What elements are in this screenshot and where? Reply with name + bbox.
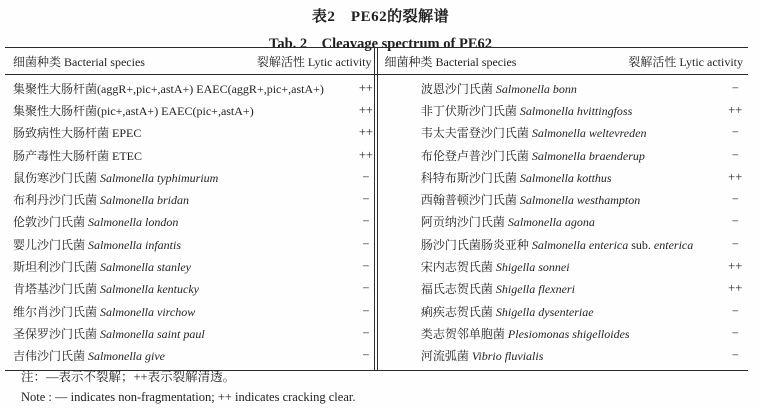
lytic-activity-value: ++	[358, 125, 373, 140]
table-row	[413, 255, 761, 277]
table-row	[413, 278, 761, 300]
species-name-cn: 波恩沙门氏菌	[420, 81, 493, 96]
species-name	[421, 191, 693, 208]
species-name-cn: 斯坦利沙门氏菌	[13, 260, 98, 275]
species-name-latin: Salmonella london	[88, 215, 179, 230]
table-row	[5, 166, 413, 188]
species-name	[13, 258, 324, 275]
species-name	[421, 280, 693, 297]
lytic-activity-value: −	[362, 348, 370, 363]
species-name-latin: Salmonella bridan	[100, 193, 190, 208]
species-name	[13, 124, 324, 141]
table-title-en: Tab. 2 Cleavage spectrum of PE62	[269, 36, 492, 52]
species-name-latin: Salmonella typhimurium	[100, 170, 219, 185]
table-row	[5, 345, 413, 367]
species-name-latin: Salmonella weltevreden	[531, 126, 647, 141]
species-name	[13, 191, 324, 208]
table-row	[5, 77, 413, 99]
species-name-latin: Shigella dysenteriae	[495, 304, 594, 319]
species-name-cn: 吉伟沙门氏菌	[13, 349, 86, 364]
species-name	[13, 80, 324, 97]
species-name	[421, 258, 693, 275]
species-name	[13, 236, 324, 253]
species-name	[13, 102, 324, 119]
species-name	[421, 325, 693, 342]
species-name-cn: 集聚性大肠杆菌(aggR+,pic+,astA+) EAEC(aggR+,pic+,astA+)	[13, 81, 324, 96]
species-name-cn: 伦敦沙门氏菌	[13, 215, 86, 230]
species-name	[421, 303, 693, 320]
species-name-cn: 肠沙门氏菌肠炎亚种	[420, 237, 529, 252]
lytic-activity-value: −	[731, 348, 739, 363]
species-name	[421, 347, 693, 364]
lytic-activity-value: −	[362, 169, 370, 184]
lytic-activity-value: −	[731, 192, 739, 207]
species-name	[421, 169, 693, 186]
species-name-latin: Salmonella westhampton	[519, 193, 641, 208]
species-name-latin: Salmonella agona	[507, 215, 595, 230]
table-row	[5, 211, 413, 233]
note-en: Note : — indicates non-fragmentation; ++ indicates cracking clear.	[21, 390, 356, 404]
note-zh: 注：—表示不裂解；++表示裂解清透。	[21, 370, 236, 384]
header-right-half	[377, 48, 749, 74]
species-name-latin: Plesiomonas shigelloides	[507, 326, 630, 341]
table-row	[413, 144, 761, 166]
lytic-activity-value: −	[362, 214, 370, 229]
col-header-activity-right: 裂解活性 Lytic activity	[628, 54, 743, 69]
lytic-activity-value: −	[362, 303, 370, 318]
lytic-activity-value: −	[731, 303, 739, 318]
species-name-latin: Salmonella enterica	[531, 237, 629, 252]
table-body-left	[5, 75, 413, 370]
cleavage-spectrum-table	[5, 47, 748, 371]
col-header-species-right: 细菌种类 Bacterial species	[384, 54, 517, 69]
species-name-cn: 福氏志贺氏菌	[420, 282, 493, 297]
table-row	[413, 345, 761, 367]
species-name-cn: 维尔肖沙门氏菌	[13, 304, 98, 319]
lytic-activity-value: −	[362, 192, 370, 207]
species-name	[13, 347, 324, 364]
table-body-right	[413, 75, 761, 370]
species-name	[421, 213, 693, 230]
species-name-latin: Salmonella bonn	[495, 81, 577, 96]
header-left-half	[5, 48, 377, 74]
lytic-activity-value: ++	[358, 147, 373, 162]
species-name	[13, 213, 324, 230]
lytic-activity-value: ++	[358, 102, 373, 117]
table-notes	[21, 367, 355, 407]
species-name-cn: 河流弧菌	[420, 349, 469, 364]
species-name-latin: Vibrio fluvialis	[471, 349, 544, 364]
species-name-latin: Salmonella braenderup	[531, 148, 645, 163]
table-row	[413, 211, 761, 233]
species-name-cn: 肠产毒性大肠杆菌 ETEC	[13, 148, 142, 163]
species-name-latin: Salmonella infantis	[88, 237, 182, 252]
table-row	[5, 300, 413, 322]
lytic-activity-value: −	[362, 259, 370, 274]
species-name-cn: 布利丹沙门氏菌	[13, 193, 98, 208]
lytic-activity-value: ++	[358, 80, 373, 95]
species-name-latin: Shigella flexneri	[495, 282, 575, 297]
table-row	[5, 99, 413, 121]
table-row	[413, 77, 761, 99]
species-name-cn: 韦太夫雷登沙门氏菌	[420, 126, 529, 141]
lytic-activity-value: ++	[728, 169, 743, 184]
table-row	[413, 300, 761, 322]
table-row	[5, 188, 413, 210]
lytic-activity-value: ++	[728, 259, 743, 274]
species-name-latin: enterica	[653, 237, 694, 252]
table-row	[5, 144, 413, 166]
species-name-cn: 西翰普顿沙门氏菌	[420, 193, 517, 208]
table-row	[413, 188, 761, 210]
lytic-activity-value: ++	[728, 102, 743, 117]
species-name-cn: 布伦登卢普沙门氏菌	[420, 148, 529, 163]
lytic-activity-value: −	[731, 80, 739, 95]
lytic-activity-value: ++	[728, 281, 743, 296]
species-name-cn: 集聚性大肠杆菌(pic+,astA+) EAEC(pic+,astA+)	[13, 103, 254, 118]
species-name-cn: 宋内志贺氏菌	[420, 260, 493, 275]
species-name-cn: 肠致病性大肠杆菌 EPEC	[13, 126, 142, 141]
species-name	[13, 147, 324, 164]
species-name-latin: Salmonella give	[88, 349, 165, 364]
species-name-cn: 科特布斯沙门氏菌	[420, 170, 517, 185]
lytic-activity-value: −	[731, 214, 739, 229]
species-name-cn: 鼠伤寒沙门氏菌	[13, 170, 98, 185]
lytic-activity-value: −	[362, 325, 370, 340]
species-name-cn: 非丁伏斯沙门氏菌	[420, 103, 517, 118]
species-name-cn: 类志贺邻单胞菌	[420, 326, 505, 341]
species-name-latin: Salmonella virchow	[100, 304, 196, 319]
species-name-cn: 婴儿沙门氏菌	[13, 237, 86, 252]
species-name: 肠沙门氏菌肠炎亚种 Salmonella enterica sub. enterica	[420, 237, 694, 252]
lytic-activity-value: −	[731, 236, 739, 251]
lytic-activity-value: −	[731, 325, 739, 340]
species-name-cn: 阿贡纳沙门氏菌	[420, 215, 505, 230]
col-header-activity-left: 裂解活性 Lytic activity	[256, 54, 372, 69]
species-name	[13, 169, 324, 186]
species-name-cn: 痢疾志贺氏菌	[420, 304, 493, 319]
table-title-zh: 表2 PE62的裂解谱	[311, 9, 450, 25]
table-row	[5, 233, 413, 255]
lytic-activity-value: −	[731, 125, 739, 140]
species-name	[13, 303, 324, 320]
species-name-cn: 圣保罗沙门氏菌	[13, 326, 98, 341]
lytic-activity-value: −	[362, 236, 370, 251]
table-row	[5, 255, 413, 277]
species-name-latin: Salmonella saint paul	[100, 326, 205, 341]
species-name-latin: Salmonella kotthus	[519, 170, 612, 185]
species-name	[13, 280, 324, 297]
species-name	[421, 102, 693, 119]
species-name	[421, 124, 693, 141]
table-row	[413, 166, 761, 188]
species-name-cn: 肯塔基沙门氏菌	[13, 282, 98, 297]
table-row	[5, 122, 413, 144]
double-rule-divider	[374, 48, 378, 370]
species-name-latin: Salmonella stanley	[100, 260, 191, 275]
table-row	[413, 122, 761, 144]
table-row	[5, 322, 413, 344]
species-name	[13, 325, 324, 342]
table-row	[413, 99, 761, 121]
col-header-species-left: 细菌种类 Bacterial species	[13, 54, 145, 69]
species-name-latin: Shigella sonnei	[495, 260, 570, 275]
table-row	[413, 233, 761, 255]
species-name	[421, 147, 693, 164]
lytic-activity-value: −	[731, 147, 739, 162]
table-row	[5, 278, 413, 300]
species-name-latin: Salmonella hvittingfoss	[519, 103, 633, 118]
species-name-latin: Salmonella kentucky	[100, 282, 199, 297]
species-name	[421, 80, 693, 97]
table-row	[413, 322, 761, 344]
lytic-activity-value: −	[362, 281, 370, 296]
